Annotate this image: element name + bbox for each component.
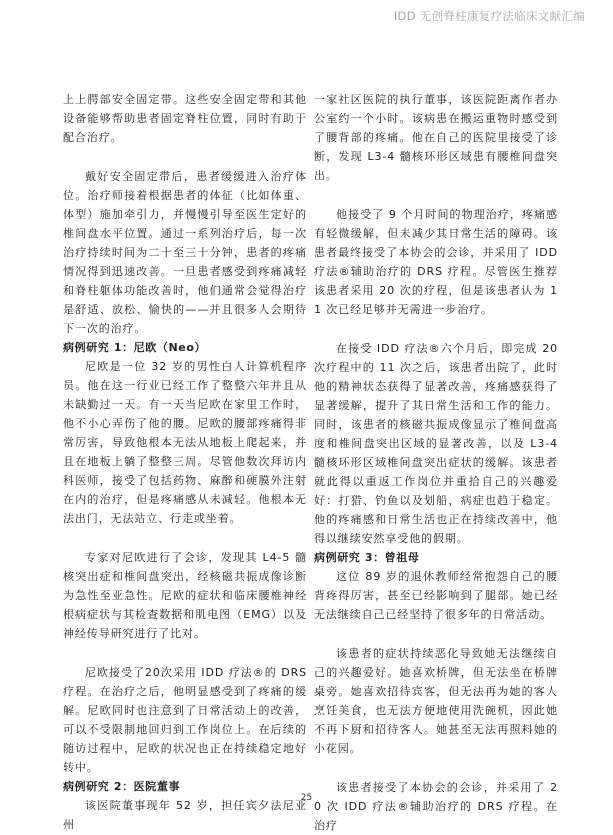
body-paragraph: 该患者的症状持续恶化导致她无法继续自己的兴趣爱好。她喜欢桥牌，但无法坐在桥牌桌旁。她喜欢招待宾客，但无法再为她的客人烹饪美食，也无法方便地使用洗碗机，因此她不再下厨和招待客人。她甚至无法再照料她的小花园。 [314,647,558,755]
page-number: 25 [300,793,313,803]
case-study-3-heading: 病例研究 3：曾祖母 [314,551,420,564]
body-paragraph: 尼欧接受了20次采用 IDD 疗法®的 DRS 疗程。在治疗之后，他明显感受到了疼痛的缓解。尼欧同时也注意到了日常活动上的改善，可以不受限制地回归到工作岗位上。在后续的随访过程中，尼欧的状况也正在持续稳定地好转中。 [63,666,307,774]
body-paragraph: 一家社区医院的执行董事，该医院距离作者办公室约一个小时。该病患在搬运重物时感受到了腰背部的疼痛。他在自己的医院里接受了诊断，发现 L3-4 髓核环形区域患有腰椎间盘突出。 [314,93,558,182]
body-paragraph: 尼欧是一位 32 岁的男性白人计算机程序员。他在这一行业已经工作了整整六年并且从未缺勤过一天。有一天当尼欧在家里工作时，他不小心弄伤了他的腰。尼欧的腰部疼痛得非常厉害，导致他根本无法从地板上爬起来，并且在地板上躺了整整三周。尽管他数次拜访内科医师，接受了包括药物、麻醉和硬膜外注射在内的治疗，但是疼痛感从未减轻。他根本无法出门，无法站立、行走或坐着。 [63,360,307,525]
body-paragraph: 该医院董事现年 52 岁，担任宾夕法尼亚州 [63,799,307,831]
body-paragraph: 他接受了 9 个月时间的物理治疗，疼痛感有轻微缓解，但未减少其日常生活的障碍。该患者最终接受了本协会的会诊，并采用了 IDD 疗法®辅助治疗的 DRS 疗程。尽管医生推荐该患者采用 20 次的疗程，但是该患者认为 11 次已经足够并无需进一步治疗。 [314,208,558,316]
right-column [314,90,558,835]
body-paragraph: 戴好安全固定带后，患者缓缓进入治疗体位。治疗师接着根据患者的体征（比如体重、体型）施加牵引力，并慢慢引导至医生定好的椎间盘水平位置。通过一系列治疗后，每一次治疗持续时间为二十至三十分钟，患者的疼痛情况得到迅速改善。一旦患者感受到疼痛减轻和脊柱躯体功能改善时，他们通常会觉得治疗是舒适、放松、愉快的——并且很多人会期待下一次的治疗。 [63,170,307,335]
case-study-1-heading: 病例研究 1：尼欧（Neo） [63,341,207,354]
case-study-2-heading: 病例研究 2：医院董事 [63,780,181,793]
body-paragraph: 专家对尼欧进行了会诊，发现其 L4-5 髓核突出症和椎间盘突出，经核磁共振成像诊断为急性至亚急性。尼欧的症状和临床腰椎神经根病症状与其检查数据和肌电图（EMG）以及神经传导研究进行了比对。 [63,551,307,640]
body-paragraph: 这位 89 岁的退休教师经常抱怨自己的腰背疼得厉害，甚至已经影响到了腿部。她已经无法继续自己已经坚持了很多年的日常活动。 [314,570,558,621]
body-paragraph: 上上腭部安全固定带。这些安全固定带和其他设备能够帮助患者固定脊柱位置，同时有助于配合治疗。 [63,93,307,144]
body-paragraph: 在接受 IDD 疗法®六个月后，即完成 20 次疗程中的 11 次之后，该患者出院了，此时他的精神状态获得了显著改善，疼痛感获得了显著缓解，提升了其日常生活和工作的能力。同时，该患者的核磁共振成像显示了椎间盘高度和椎间盘突出区域的显著改善，以及 L3-4 髓核环形区域椎间盘突出症状的缓解。该患者就此得以重返工作岗位并重拾自己的兴趣爱好：打猎、钓鱼以及划船，病症也趋于稳定。他的疼痛感和日常生活也正在持续改善中，他得以继续安然享受他的假期。 [314,342,558,545]
left-column [63,90,307,834]
body-paragraph: 该患者接受了本协会的会诊，并采用了 20 次 IDD 疗法®辅助治疗的 DRS 疗程。在治疗 [314,781,558,832]
running-header: IDD 无创脊柱康复疗法临床文献汇编 [393,9,585,23]
